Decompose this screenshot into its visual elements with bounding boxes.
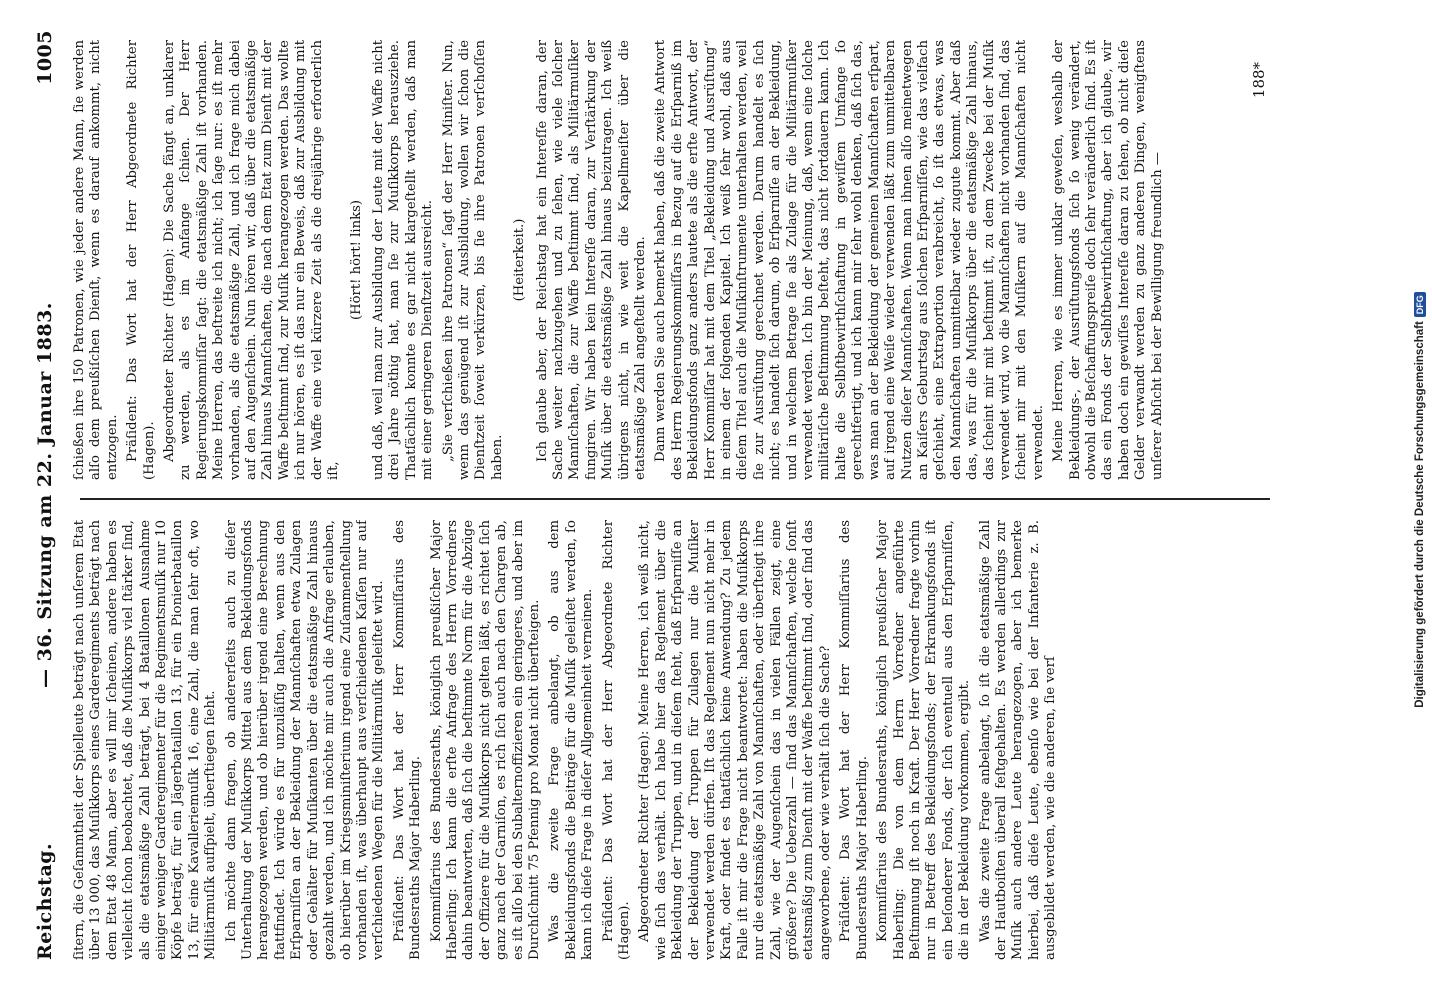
column-divider [80,498,1270,500]
page-header [28,30,64,960]
paragraph: Ich möchte dann fragen, ob andererſeits auch zu dieſer Unterhaltung der Muſikkorps Mittel aus dem Bekleidungsfonds herangezogen werden, und ob hierüber irgend eine Berechnung ſtattfindet. Ich würde es für unzuläſſig halten, wenn aus den Erſparniſſen an der Bekleidung der Mannſchaften etwa Zulagen oder Gehälter für Muſikanten über die etatsmäßige Zahl hinaus gezahlt werden, und ich möchte mir auch die Anfrage erlauben, ob hierüber im Kriegsminiſterium irgend eine Zuſammenſtellung vorhanden iſt, was überhaupt aus verſchiedenen Kaſſen nur auf verſchiedenen Wegen für die Militärmuſik geleiſtet wird. [223,520,387,960]
paragraph: Kommiſſarius des Bundesraths, königlich preußiſcher Major Haberling: Die von dem Herrn Vorredner angeführte Beſtimmung iſt noch in Kraft. Der Herr Vorredner fragte vorhin nur in Betreff des Bekleidungsfonds; der Erkrankungsfonds iſt ein beſonderer Fonds, der ſich eventuell aus den Erſparniſſen, die in der Bekleidung vorkommen, ergibt. [875,520,973,960]
speaker-line: Präſident: Das Wort hat der Herr Kommiſſarius des Bundesraths Major Haberling. [838,520,870,960]
dfg-sidenote [1406,0,1432,1000]
right-column [72,40,1302,480]
paragraph: Was die zweite Frage anbelangt, ſo iſt die etatsmäßige Zahl der Hautboiſten überall feſtgehalten. Es werden allerdings zur Muſik auch andere Leute herangezogen, aber ich bemerke hierbei, daß dieſe Leute, ebenſo wie bei der Infanterie z. B. ausgebildet werden, wie die anderen, ſie verſ [977,520,1059,960]
dfg-sidenote-text: Digitalisierung gefördert durch die Deutsche Forschungsgemeinschaft [1414,321,1426,708]
paragraph: Ich glaube aber, der Reichstag hat ein Intereſſe daran, der Sache weiter nachzugehen und zu ſehen, wie viele ſolcher Mannſchaften, die zur Waffe beſtimmt ſind, als Militärmuſiker fungiren. Wir haben kein Intereſſe daran, zur Verſtärkung der Muſik über die etatsmäßige Zahl hinaus beizutragen. Ich weiß übrigens nicht, in wie weit die Kapellmeiſter über die etatsmäßige Zahl angeſtellt werden. [534,40,648,480]
dfg-logo: DFG [1414,292,1426,317]
paragraph: Meine Herren, wie es immer unklar geweſen, weshalb der Bekleidungs-, der Ausrüſtungsfonds ſich ſo wenig verändert, obwohl die Beſchaffungspreiſe doch ſehr veränderlich ſind. Es iſt das ein Fonds der Selbſtbewirthſchaftung, aber ich glaube, wir haben doch ein gewiſſes Intereſſe daran zu ſehen, ob nicht dieſe Gelder verwandt werden zu ganz anderen Dingen, wenigſtens unſerer Abſicht bei der Bewilligung freundlich — [1051,40,1165,480]
paragraph: Abgeordneter Richter (Hagen): Die Sache fängt an, unklarer zu werden, als es im Anfange ſchien. Der Herr Regierungskommiſſar ſagt: die etatsmäßige Zahl iſt vorhanden. Meine Herren, das beſtreite ich nicht; ich ſage nur: es iſt mehr vorhanden, als die etatsmäßige Zahl, und ich frage mich dabei auf den Augenſchein. Nun hören wir, daß über die etatsmäßige Zahl hinaus Mannſchaften, die nach dem Etat zum Dienſt mit der Waffe beſtimmt ſind, zur Muſik herangezogen werden. Das wollte ich nur hören, es iſt das nur ein Beweis, daß zur Ausbildung mit der Waffe eine viel kürzere Zeit als die dreijährige erforderlich iſt, [162,40,342,480]
paragraph: Dann werden Sie auch bemerkt haben, daß die zweite Antwort des Herrn Regierungskommiſſars in Bezug auf die Erſparniß im Bekleidungsfonds ganz anders lautete als die erſte Antwort, der Herr Kommiſſar hat mit dem Titel „Bekleidung und Ausrüſtung“ in einem der folgenden Kapitel. Ich weiß ſehr wohl, daß aus dieſem Titel auch die Muſikinſtrumente unterhalten werden, weil ſie zur Ausrüſtung gerechnet werden. Darum handelt es ſich nicht; es handelt ſich darum, ob Erſparniſſe an der Bekleidung, und in welchem Betrage ſie als Zulage für die Militärmuſiker verwendet werden. Ich bin der Meinung, daß, wenn eine ſolche militäriſche Beſtimmung beſteht, das nicht fortdauern kann. Ich halte die Selbſtbewirthſchaftung in gewiſſem Umfange ſo gerechtfertigt, und ich kann mir ſehr wohl denken, daß ſich das, was man an der Bekleidung der gemeinen Mannſchaften erſpart, auf irgend eine Weiſe wieder verwenden läßt zum unmittelbaren Nutzen dieſer Mannſchaften. Wenn man ihnen alſo meinetwegen an Kaiſers Geburtstag aus ſolchen Erſparniſſen, wie das vielfach geſchieht, eine Extraportion verabreicht, ſo iſt das etwas, was den Mannſchaften unmittelbar wieder zugute kommt. Aber daß das, was für die Muſikkorps über die etatsmäßige Zahl hinaus, das ſcheint mir mit beſtimmt iſt, zu dem Zwecke bei der Muſik verwendet wird, wo die Mannſchaften nicht vorhanden ſind, das ſcheint mir mit den Muſikern auf die Mannſchaften nicht verwendet. [653,40,1046,480]
speaker-line: Präſident: Das Wort hat der Herr Abgeordnete Richter (Hagen). [600,520,632,960]
paragraph: Kommiſſarius des Bundesraths, königlich preußiſcher Major Haberling: Ich kann die erſte Anfrage des Herrn Vorredners dahin beantworten, daß ſich die beſtimmte Norm für die Abzüge der Offiziere für die Muſikkorps nicht gelten läßt, es richtet ſich ganz nach der Garniſon, es rich ſich auch nach den Chargen ab, es iſt alſo bei den Subalternoffizieren ein geringeres, und aber im Durchſchnitt 75 Pfennig pro Monat nicht überſteigen. [428,520,542,960]
speaker-line: Präſident: Das Wort hat der Herr Kommiſſarius des Bundesraths Major Haberling. [391,520,424,960]
paragraph: und daß, weil man zur Ausbildung der Leute mit der Waffe nicht drei Jahre nöthig hat, man ſie zur Muſikkorps herausziehe. Thatſächlich konnte es gar nicht klargeſtellt werden, daß man mit einer geringeren Dienſtzeit ausreicht. [370,40,436,480]
paragraph: Was die zweite Frage anbelangt, ob aus dem Bekleidungsfonds die Beiträge für die Muſik geleiſtet werden, ſo kann ich dieſe Frage in dieſer Allgemeinheit verneinen. [547,520,596,960]
page-number: 1005 [34,30,56,85]
paragraph: ſitern, die Geſammtheit der Spielleute beträgt nach unſerem Etat über 13 000, das Muſikkorps eines Garderegiments beträgt nach dem Etat 48 Mann, aber es will mir ſcheinen, andere haben es vielleicht ſchon beobachtet, daß die Muſikkorps viel ſtärker ſind, als die etatsmäßige Zahl beträgt, bei 4 Bataillonen Ausnahme einiger weniger Garderegimenter für die Regimentsmuſik nur 10 Köpfe beträgt, für ein Jägerbataillon 13, für ein Pionierbataillon 13, für eine Kavalleriemuſik 16, eine Zahl, die man ſehr oft, wo Militärmuſik aufſpielt, überſtiegen ſieht. [72,520,219,960]
interjection: (Hört! hört! links) [348,199,364,321]
paragraph: ſchießen ihre 150 Patronen, wie jeder andere Mann, ſie werden alſo dem preußiſchen Dienſt, wenn es darauf ankommt, nicht entzogen. [72,40,120,480]
paragraph: Abgeordneter Richter (Hagen): Meine Herren, ich weiß nicht, wie ſich das verhält. Ich habe hier das Reglement über die Bekleidung der Truppen, und in dieſem ſteht, daß Erſparniſſe an der Bekleidung der Truppen für Zulagen nur die Muſiker verwendet werden dürfen. Iſt das Reglement nun nicht mehr in Kraft, oder findet es thatſächlich keine Anwendung? Zu jedem Falle iſt mir die Frage nicht beantwortet: haben die Muſikkorps nur die etatsmäßige Zahl von Mannſchaften, oder überſteigt ihre Zahl, wie der Augenſchein das in vielen Fällen zeigt, eine größere? Die Ueberzahl — ſind das Mannſchaften, welche ſonſt etatsmäßig zum Dienſt mit der Waffe beſtimmt ſind, oder ſind das angeworbene, oder wie verhält ſich die Sache? [637,520,833,960]
paragraph: „Sie verſchießen ihre Patronen“ ſagt der Herr Miniſter. Nun, wenn das genügend iſt zur Ausbildung, wollen wir ſchon die Dienſtzeit ſoweit verkürzen, bis ſie ihre Patronen verſchoſſen haben. [440,40,505,480]
header-title: Reichstag. [34,842,56,960]
left-column [72,520,1302,960]
signature-mark: 188* [1250,61,1268,99]
interjection: (Heiterkeit.) [512,218,528,302]
speaker-line: Präſident: Das Wort hat der Herr Abgeordnete Richter (Hagen). [125,40,157,480]
header-session: — 36. Sitzung am 22. Januar 1883. [34,302,56,688]
